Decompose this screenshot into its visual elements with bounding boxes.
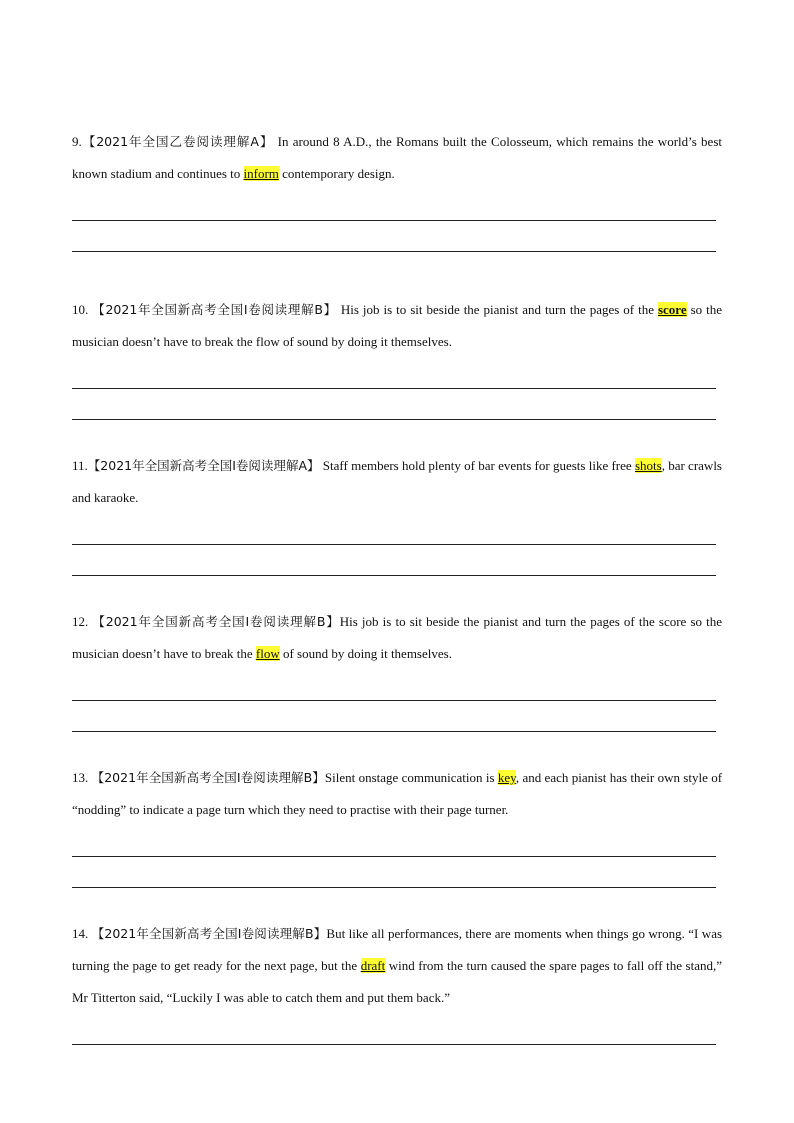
question-12 — [72, 606, 722, 732]
question-body-before: His job is to sit beside the pianist and turn the pages of the score so the musician doesn’t have to break the — [72, 614, 723, 661]
highlighted-word: flow — [255, 646, 280, 661]
question-body-before: Staff members hold plenty of bar events for guests like free — [319, 458, 635, 473]
question-body-before: His job is to sit beside the pianist and turn the pages of the — [336, 302, 658, 317]
answer-line[interactable] — [72, 389, 716, 420]
question-body-after: , bar crawls and karaoke. — [72, 458, 722, 505]
question-body-before: But like all performances, there are moments when things go wrong. “I was turning the page to get ready for the next page, but the — [72, 926, 723, 973]
question-number: 10. — [72, 302, 93, 317]
question-number: 13. — [72, 770, 92, 785]
answer-line[interactable] — [72, 190, 716, 221]
answer-line[interactable] — [72, 221, 716, 252]
question-body-after: wind from the turn caused the spare pages to fall off the stand,” Mr Titterton said, “Luckily I was able to catch them and put them back.” — [72, 958, 722, 1005]
question-number: 11. — [72, 458, 88, 473]
question-body-before: Silent onstage communication is — [324, 770, 498, 785]
question-13 — [72, 762, 722, 888]
question-text — [72, 762, 722, 826]
question-source: 【2021年全国新高考全国I卷阅读理解B】 — [92, 614, 340, 629]
question-body-after: of sound by doing it themselves. — [279, 646, 452, 661]
answer-line[interactable] — [72, 1014, 716, 1045]
question-body-after: , and each pianist has their own style of “nodding” to indicate a page turn which they need to practise with their page turner. — [72, 770, 723, 817]
worksheet — [72, 126, 722, 1075]
question-text — [72, 126, 722, 190]
question-text — [72, 450, 722, 514]
answer-line[interactable] — [72, 514, 716, 545]
question-body-after: so the musician doesn’t have to break the flow of sound by doing it themselves. — [72, 302, 723, 349]
question-body-after: contemporary design. — [278, 166, 395, 181]
highlighted-word: draft — [360, 958, 386, 973]
question-source: 【2021年全国新高考全国I卷阅读理解B】 — [91, 770, 325, 785]
question-10 — [72, 294, 722, 420]
question-number: 14. — [72, 926, 92, 941]
answer-line[interactable] — [72, 857, 716, 888]
question-source: 【2021年全国新高考全国I卷阅读理解A】 — [87, 458, 320, 473]
answer-line[interactable] — [72, 701, 716, 732]
question-number: 9. — [72, 134, 82, 149]
highlighted-word: inform — [243, 166, 279, 181]
question-9 — [72, 126, 722, 252]
answer-line[interactable] — [72, 358, 716, 389]
question-11 — [72, 450, 722, 576]
question-text — [72, 606, 722, 670]
question-text — [72, 294, 722, 358]
question-source: 【2021年全国乙卷阅读理解A】 — [81, 134, 274, 149]
highlighted-word: shots — [634, 458, 662, 473]
question-number: 12. — [72, 614, 93, 629]
question-text — [72, 918, 722, 1014]
highlighted-word: key — [497, 770, 516, 785]
answer-line[interactable] — [72, 826, 716, 857]
highlighted-word: score — [657, 302, 687, 317]
answer-line[interactable] — [72, 670, 716, 701]
question-body-before: In around 8 A.D., the Romans built the Colosseum, which remains the world’s best known stadium and continues to — [72, 134, 722, 181]
question-14 — [72, 918, 722, 1045]
question-source: 【2021年全国新高考全国I卷阅读理解B】 — [92, 302, 337, 317]
answer-line[interactable] — [72, 545, 716, 576]
question-source: 【2021年全国新高考全国I卷阅读理解B】 — [91, 926, 327, 941]
